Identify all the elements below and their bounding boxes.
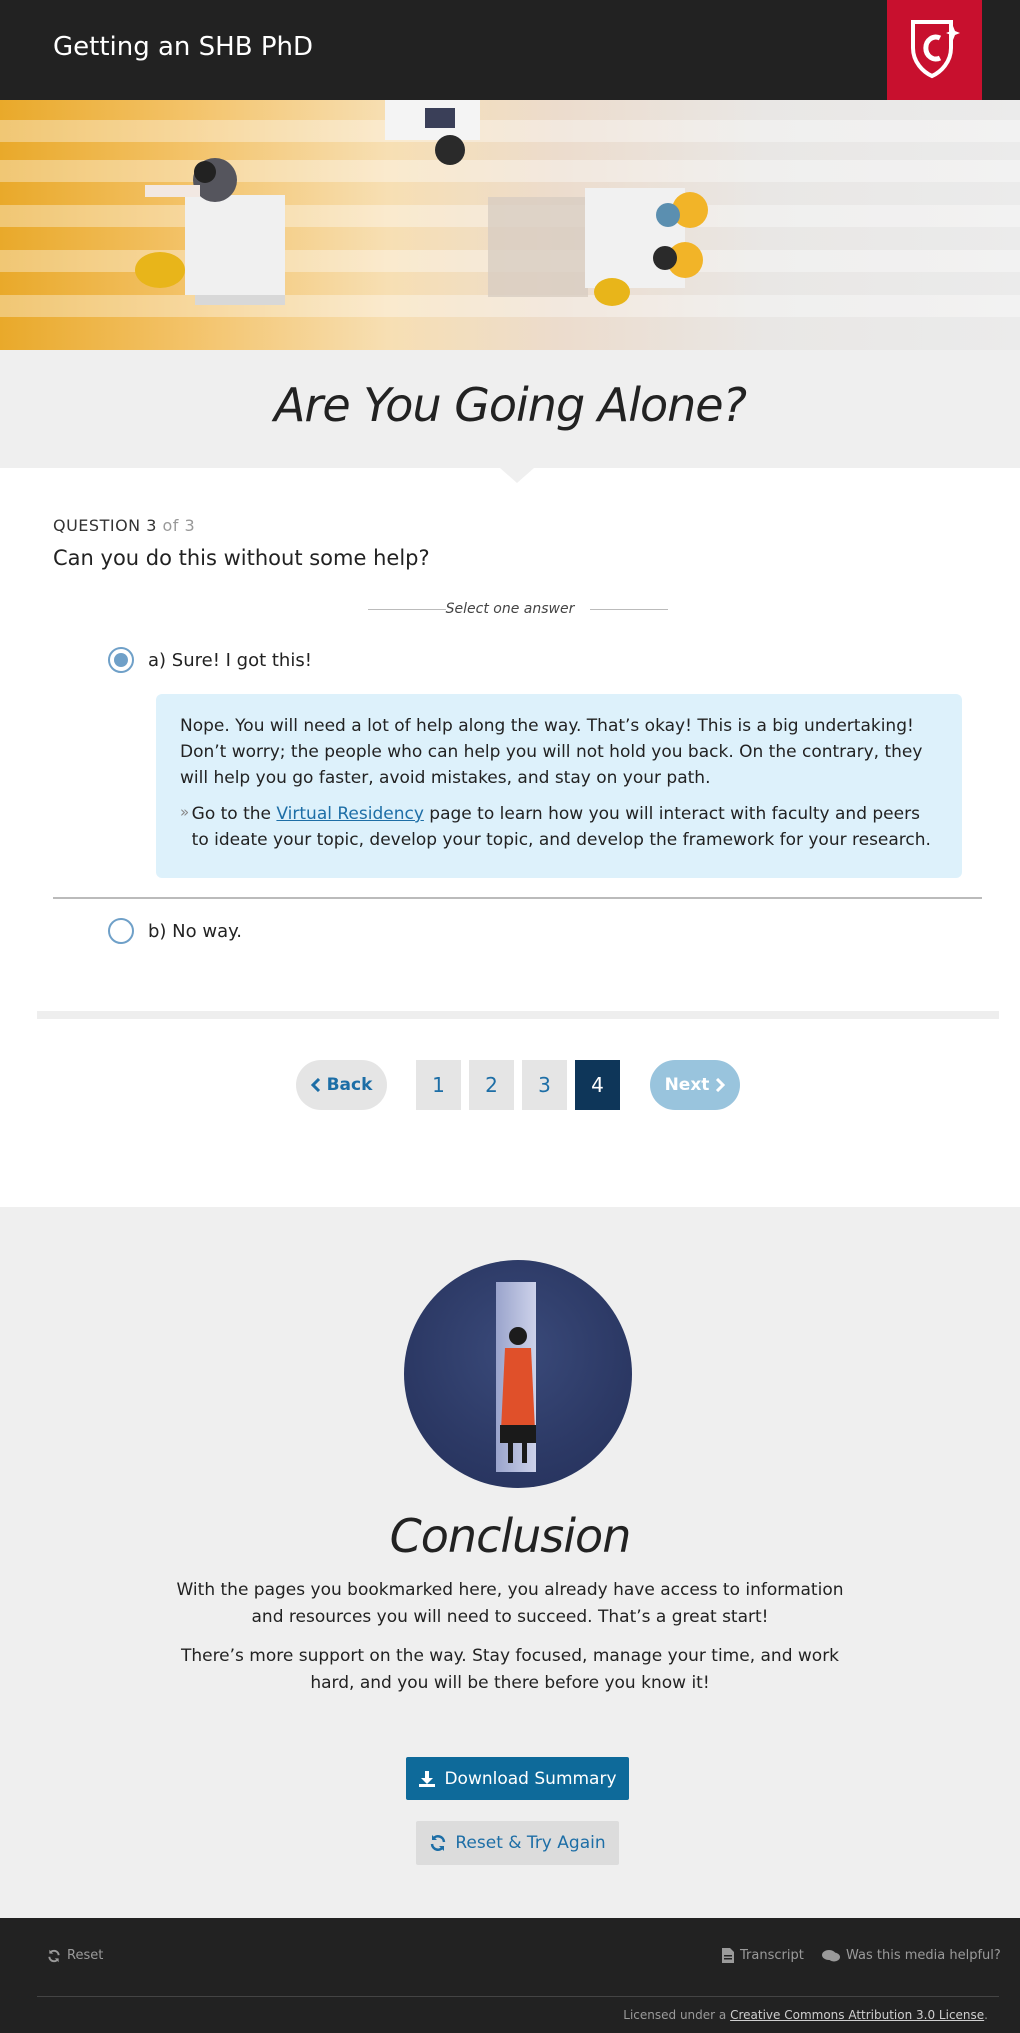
shield-c-logo-icon xyxy=(907,18,963,80)
page-4-button[interactable]: 4 xyxy=(575,1060,620,1110)
download-label: Download Summary xyxy=(444,1768,617,1789)
question-text: Can you do this without some help? xyxy=(53,546,430,570)
answer-option-b[interactable] xyxy=(108,918,242,944)
top-header xyxy=(0,0,1020,100)
section-title: Are You Going Alone? xyxy=(273,378,747,432)
license-notice: Licensed under a Creative Commons Attribution 3.0 License. xyxy=(623,2008,988,2022)
document-icon xyxy=(722,1948,734,1963)
question-label: QUESTION xyxy=(53,516,141,535)
question-counter xyxy=(53,516,195,535)
back-button[interactable] xyxy=(296,1060,387,1110)
feedback-helpful-button[interactable] xyxy=(822,1948,1001,1963)
reset-try-again-label: Reset & Try Again xyxy=(455,1833,606,1853)
chevron-right-icon xyxy=(715,1078,725,1092)
radio-a[interactable] xyxy=(108,647,134,673)
conclusion-section xyxy=(0,1207,1020,1918)
license-link[interactable]: Creative Commons Attribution 3.0 License xyxy=(730,2008,985,2022)
download-icon xyxy=(418,1770,436,1788)
question-number: 3 xyxy=(146,516,157,535)
download-summary-button[interactable] xyxy=(406,1757,629,1800)
section-notch xyxy=(500,468,534,483)
refresh-icon xyxy=(47,1949,61,1963)
conclusion-image xyxy=(404,1260,632,1488)
conclusion-paragraph-2: There’s more support on the way. Stay focused, manage your time, and work hard, and you will be there before you know it! xyxy=(180,1646,840,1693)
hero-image xyxy=(0,100,1020,350)
helpful-label: Was this media helpful? xyxy=(846,1948,1001,1963)
refresh-icon xyxy=(429,1834,447,1852)
footer-reset-button[interactable] xyxy=(47,1948,103,1963)
answer-instruction: Select one answer xyxy=(445,601,575,617)
feedback-text: Nope. You will need a lot of help along the way. That’s okay! This is a big undertaking! Don’t worry; the people who can help you will not hold you back. On the contrary, they will help you go faster, avoid mistakes, and stay on your path. xyxy=(180,716,923,788)
double-chevron-icon: » xyxy=(180,803,190,821)
virtual-residency-link[interactable]: Virtual Residency xyxy=(276,804,424,824)
page-3-button[interactable]: 3 xyxy=(522,1060,567,1110)
back-label: Back xyxy=(326,1075,373,1095)
chevron-left-icon xyxy=(311,1078,321,1092)
question-total: of 3 xyxy=(162,516,196,535)
transcript-label: Transcript xyxy=(740,1948,804,1963)
footer-reset-label: Reset xyxy=(67,1948,104,1963)
page-1-button[interactable]: 1 xyxy=(416,1060,461,1110)
footer-rule xyxy=(37,1996,999,1997)
reset-try-again-button[interactable] xyxy=(416,1821,619,1865)
option-divider xyxy=(53,897,982,899)
answer-feedback xyxy=(156,694,962,878)
conclusion-title: Conclusion xyxy=(389,1509,631,1563)
conclusion-paragraph-1: With the pages you bookmarked here, you already have access to information and resources you will need to succeed. That’s a great start! xyxy=(176,1580,844,1627)
next-label: Next xyxy=(664,1075,710,1095)
footer xyxy=(0,1918,1020,2033)
page-2-button[interactable]: 2 xyxy=(469,1060,514,1110)
answer-option-a-label: a) Sure! I got this! xyxy=(148,649,312,671)
answer-option-b-label: b) No way. xyxy=(148,920,242,942)
answer-option-a[interactable] xyxy=(108,647,312,673)
page-title: Getting an SHB PhD xyxy=(53,32,314,62)
instruction-rule-right xyxy=(590,609,668,610)
feedback-bullet xyxy=(180,801,938,853)
transcript-button[interactable] xyxy=(722,1948,804,1963)
brand-logo[interactable] xyxy=(887,0,982,100)
comments-icon xyxy=(822,1949,840,1963)
next-button[interactable] xyxy=(650,1060,740,1110)
feedback-bullet-text: Go to the Virtual Residency page to learn how you will interact with faculty and peers to ideate your topic, develop your topic, and develop the framework for your research. xyxy=(191,804,931,850)
section-divider xyxy=(37,1011,999,1019)
section-title-band xyxy=(0,350,1020,468)
radio-b[interactable] xyxy=(108,918,134,944)
